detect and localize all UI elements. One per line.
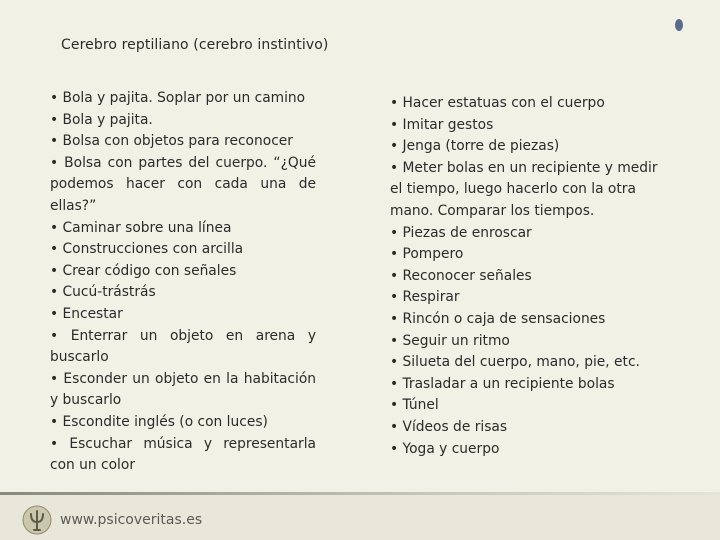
list-item: • Respirar: [390, 289, 460, 306]
list-item: • Trasladar a un recipiente bolas: [390, 375, 615, 392]
list-item: • Escuchar música y representarla con un color: [50, 435, 316, 474]
list-item: • Piezas de enroscar: [390, 224, 532, 241]
list-item: • Escondite inglés (o con luces): [50, 413, 268, 430]
list-item: • Caminar sobre una línea: [50, 219, 232, 236]
list-item: • Yoga y cuerpo: [390, 440, 500, 457]
list-item: • Encestar: [50, 305, 123, 322]
website-link[interactable]: www.psicoveritas.es: [60, 512, 203, 528]
list-item: • Construcciones con arcilla: [50, 241, 244, 258]
list-item: • Reconocer señales: [390, 267, 532, 284]
accent-dot: [675, 19, 683, 31]
list-item: • Rincón o caja de sensaciones: [390, 310, 606, 327]
list-item: • Bolsa con partes del cuerpo. “¿Qué podemos hacer con cada una de ellas?”: [50, 154, 316, 214]
list-item: • Silueta del cuerpo, mano, pie, etc.: [390, 354, 640, 371]
list-item: • Bolsa con objetos para reconocer: [50, 133, 293, 150]
slide-title: Cerebro reptiliano (cerebro instintivo): [61, 37, 329, 53]
list-item: • Cucú-trástrás: [50, 284, 156, 301]
list-item: • Jenga (torre de piezas): [390, 138, 560, 155]
list-item: • Enterrar un objeto en arena y buscarlo: [50, 327, 316, 366]
left-activity-list: [50, 88, 316, 477]
list-item: • Imitar gestos: [390, 116, 494, 133]
list-item: • Crear código con señales: [50, 262, 237, 279]
list-item: • Hacer estatuas con el cuerpo: [390, 95, 605, 111]
list-item: • Pompero: [390, 246, 464, 263]
list-item: • Seguir un ritmo: [390, 332, 510, 349]
list-item: • Bola y pajita.: [50, 111, 153, 128]
list-item: • Meter bolas en un recipiente y medir el tiempo, luego hacerlo con la otra mano. Comparar los tiempos.: [390, 159, 658, 219]
list-item: • Esconder un objeto en la habitación y buscarlo: [50, 370, 316, 409]
psi-logo-icon: [22, 505, 52, 535]
right-activity-list: [390, 93, 662, 460]
list-item: • Túnel: [390, 397, 439, 414]
list-item: • Bola y pajita. Soplar por un camino: [50, 90, 306, 106]
list-item: • Vídeos de risas: [390, 418, 508, 435]
